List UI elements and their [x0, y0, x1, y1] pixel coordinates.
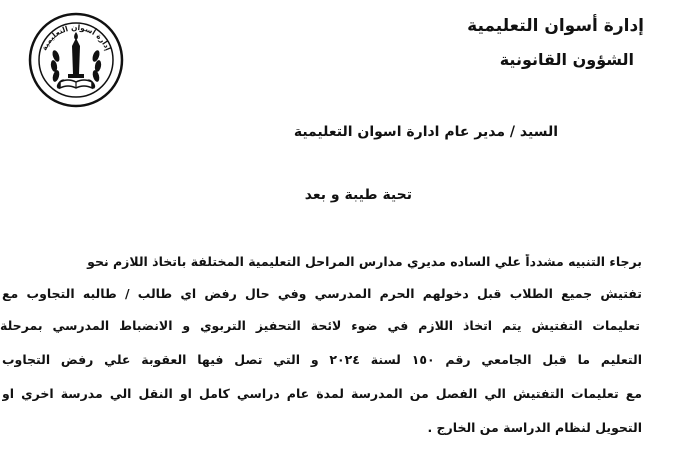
directorate-logo: [28, 12, 124, 108]
directorate-name: إدارة أسوان التعليمية: [467, 16, 644, 36]
body-line: التعليم ما قبل الجامعي رقم ١٥٠ لسنة ٢٠٢٤ و التي تصل فيها العقوبة علي رفض التجاوب: [2, 352, 642, 367]
department-name: الشؤون القانونية: [499, 50, 634, 69]
body-line: تفتيش جميع الطلاب قبل دخولهم الحرم المدرسي وفي حال رفض اي طالب / طالبه التجاوب مع: [2, 286, 642, 301]
body-line: مع تعليمات التفتيش الي الفصل من المدرسة لمدة عام دراسي كامل او النقل الي مدرسة اخري او: [2, 386, 642, 401]
directorate-seal-icon: [28, 12, 124, 108]
greeting-line: تحية طيبة و بعد: [304, 187, 412, 203]
body-line: برجاء التنبيه مشدداً علي الساده مديري مدارس المراحل التعليمية المختلفة باتخاذ اللازم نحو: [87, 254, 642, 269]
body-line: التحويل لنظام الدراسة من الخارج .: [427, 420, 642, 435]
body-line: تعليمات التفتيش يتم اتخاذ اللازم في ضوء لائحة التحفيز التربوي و الانضباط المدرسي بمرحلة: [0, 318, 640, 333]
logo-ring-text: إدارة أسوان التعليمية: [39, 22, 113, 52]
addressee-line: السيد / مدير عام ادارة اسوان التعليمية: [293, 124, 558, 140]
